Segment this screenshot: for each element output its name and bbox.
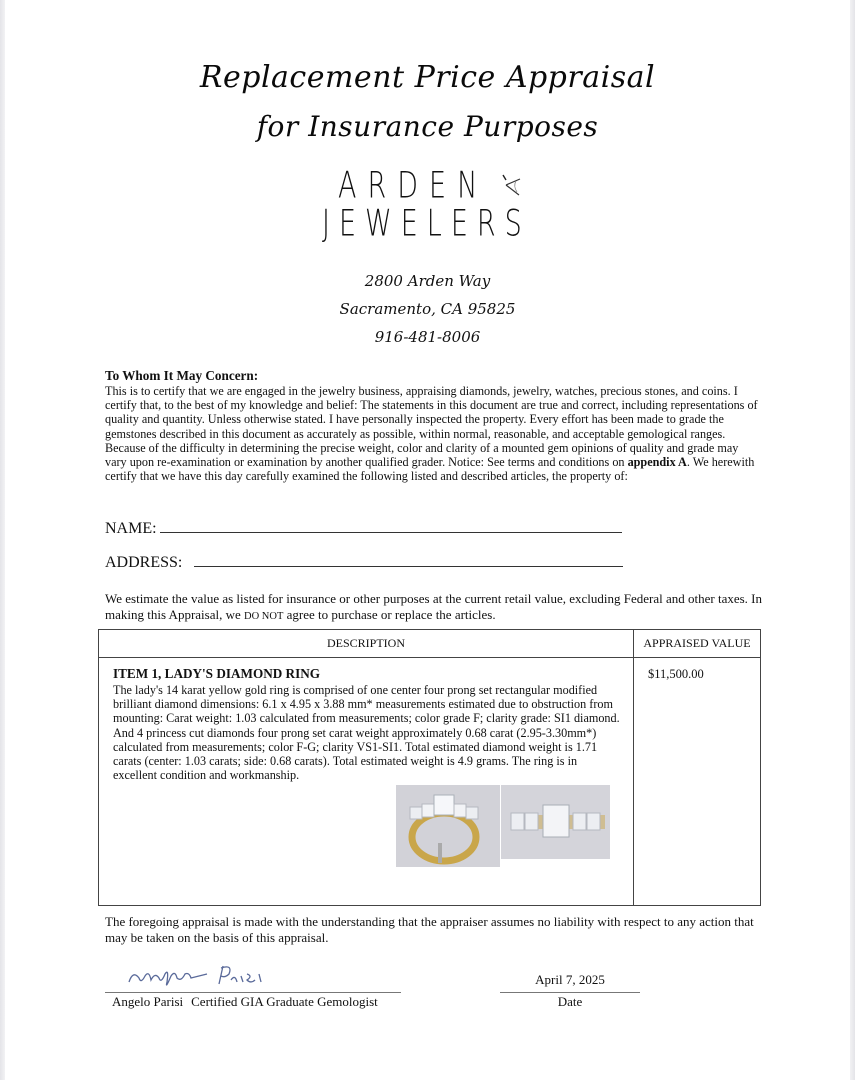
address-label: ADDRESS: bbox=[105, 554, 183, 571]
intro-heading: To Whom It May Concern: bbox=[105, 368, 259, 383]
store-city: Sacramento, CA 95825 bbox=[339, 300, 516, 318]
item-title: ITEM 1, LADY'S DIAMOND RING bbox=[113, 666, 320, 681]
appraisal-table bbox=[98, 629, 761, 906]
estimate-emphasis: DO NOT bbox=[244, 611, 284, 622]
liability-disclaimer: The foregoing appraisal is made with the understanding that the appraiser assumes no liability with respect to any action that may be taken on the basis of this appraisal. bbox=[105, 914, 754, 945]
intro-section bbox=[105, 368, 760, 483]
diamond-sparkle-icon bbox=[500, 173, 526, 201]
logo-line-jewelers: JEWELERS bbox=[322, 203, 531, 245]
item-description-cell bbox=[99, 658, 634, 906]
table-header-row bbox=[99, 630, 761, 658]
item-description: The lady's 14 karat yellow gold ring is comprised of one center four prong set rectangular modified brilliant diamond dimensions: 6.1 x 4.95 x 3.88 mm* measurements estimated due to obstruction from mounting: Carat weight: 1.03 calculated from measurements; color grade F; clarity grade: SI1 diamond. And 4 princess cut diamonds four prong set carat weight approximately 0.68 carat (2.95-3.30mm*) calculated from measurements; color F-G; clarity VS1-SI1. Total estimated diamond weight is 1.71 carats (center: 1.03 carats; side: 0.68 carats). Total estimated weight is 4.9 grams. The ring is in excellent condition and workmanship. bbox=[113, 683, 620, 783]
estimate-part1: We estimate the value as listed for insurance or other purposes at the current retail value, excluding Federal and other taxes. In making this Appraisal, we bbox=[105, 591, 763, 622]
item-photos bbox=[396, 785, 633, 865]
date-label: Date bbox=[557, 994, 583, 1009]
description-header: DESCRIPTION bbox=[99, 630, 634, 658]
intro-body-part2: . We herewith certify that we have this day carefully examined the following listed and described articles, the property of: bbox=[105, 455, 755, 484]
name-value-line bbox=[160, 518, 622, 533]
appraised-value-header: APPRAISED VALUE bbox=[634, 630, 761, 658]
item-value-cell bbox=[634, 658, 761, 906]
date-line bbox=[500, 992, 640, 993]
signer-info bbox=[112, 994, 378, 1010]
signer-title: Certified GIA Graduate Gemologist bbox=[191, 994, 378, 1009]
ring-top-photo bbox=[501, 785, 610, 859]
intro-body-part1: This is to certify that we are engaged in the jewelry business, appraising diamonds, jewelry, watches, precious stones, and coins. I certify that, to the best of my knowledge and belief: The statements in this document are true and correct, including representations of quality and quantity. Unless otherwise stated. I have personally inspected the property. Every effort has been made to grade the gemstones described in this document as accurately as possible, within normal, reasonable, and acceptable gemological ranges. Because of the difficulty in determining the precise weight, color and clarity of a mounted gem opinions of quality and grade may vary upon re-examination or examination by another qualified grader. Notice: See terms and conditions on bbox=[105, 384, 758, 470]
intro-body bbox=[105, 384, 760, 483]
arden-jewelers-logo bbox=[320, 163, 560, 253]
appraised-value: $11,500.00 bbox=[648, 667, 704, 681]
page-edge-left bbox=[0, 0, 5, 1080]
table-row bbox=[99, 658, 761, 906]
ring-side-photo bbox=[396, 785, 500, 867]
name-field bbox=[105, 518, 622, 538]
document-title: Replacement Price Appraisal bbox=[199, 60, 656, 95]
store-phone: 916-481-8006 bbox=[374, 328, 481, 346]
appendix-reference: appendix A bbox=[627, 455, 687, 470]
page-edge-right bbox=[850, 0, 855, 1080]
estimate-statement bbox=[105, 591, 765, 625]
name-label: NAME: bbox=[105, 520, 157, 537]
signature-line bbox=[105, 992, 401, 993]
address-value-line bbox=[194, 552, 623, 567]
store-street: 2800 Arden Way bbox=[364, 272, 491, 290]
address-field bbox=[105, 552, 623, 572]
estimate-part2: agree to purchase or replace the articles. bbox=[283, 607, 496, 622]
date-value: April 7, 2025 bbox=[535, 972, 605, 987]
signer-name: Angelo Parisi bbox=[112, 994, 184, 1009]
document-subtitle: for Insurance Purposes bbox=[256, 110, 599, 143]
logo-line-arden: ARDEN bbox=[338, 165, 489, 207]
